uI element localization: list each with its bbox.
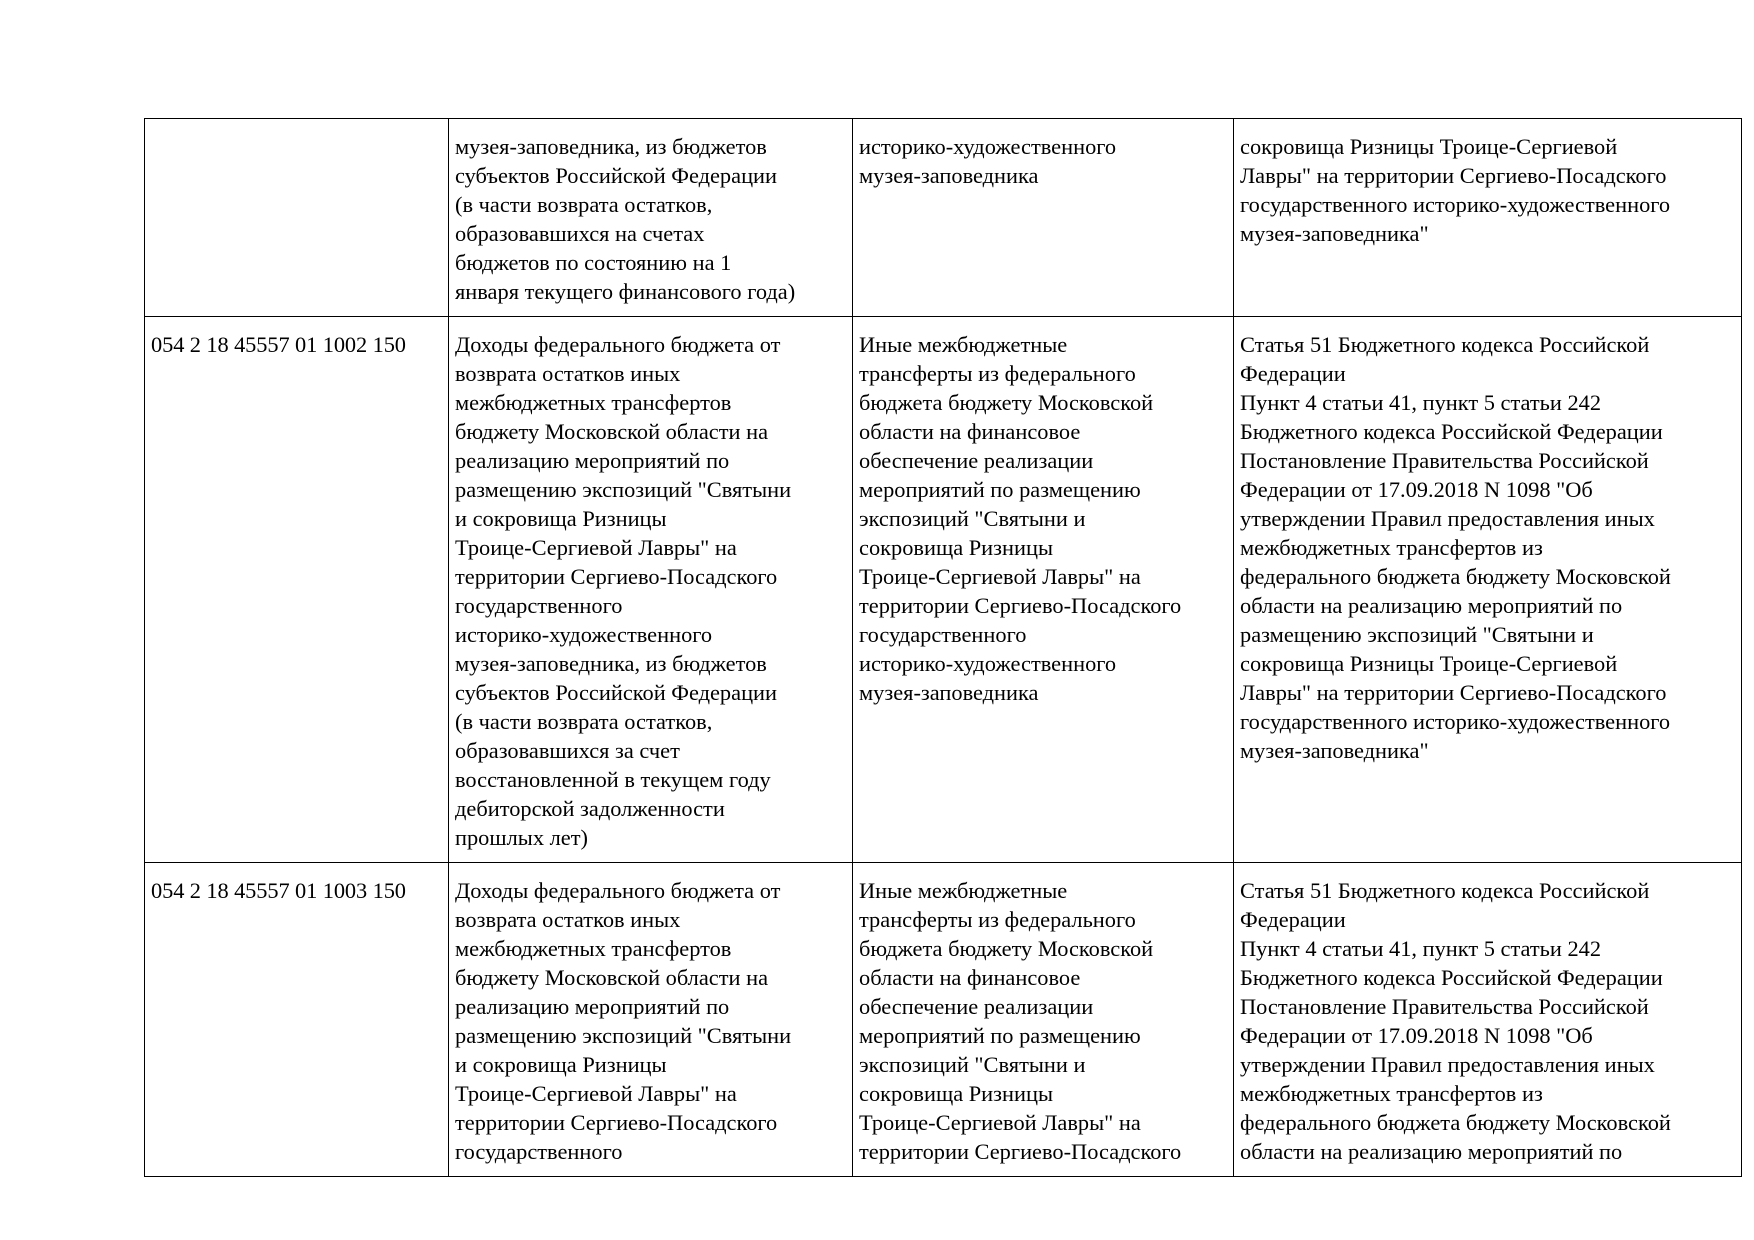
table-cell-legal-basis [1234,119,1742,317]
table-cell-revenue [449,119,853,317]
revenue-text: Доходы федерального бюджета от возврата остатков иных межбюджетных трансфертов бюджету Московской области на реализацию мероприятий по размещению экспозиций "Святыни и сокровища Ризницы Троице-Сергиевой Лавры" на территории Сергиево-Посадского государственного историко-художественного музея-заповедника, из бюджетов субъектов Российской Федерации (в части возврата остатков, образовавшихся за счет восстановленной в текущем году дебиторской задолженности прошлых лет) [455,332,792,850]
table-cell-legal-basis [1234,317,1742,863]
transfer-text: историко-художественного музея-заповедника [859,134,1117,188]
table-row [145,119,1742,317]
code-text: 054 2 18 45557 01 1002 150 [151,332,406,357]
legal-basis-text: Статья 51 Бюджетного кодекса Российской Федерации Пункт 4 статьи 41, пункт 5 статьи 242 Бюджетного кодекса Российской Федерации Постановление Правительства Российской Федерации от 17.09.2018 N 1098 "Об утверждении Правил предоставления иных межбюджетных трансфертов из федерального бюджета бюджету Московской области на реализацию мероприятий по [1240,878,1671,1164]
budget-classification-table [144,118,1742,1177]
legal-basis-text: сокровища Ризницы Троице-Сергиевой Лавры" на территории Сергиево-Посадского государственного историко-художественного музея-заповедника" [1240,134,1671,246]
table-cell-code [145,863,449,1177]
table-cell-revenue [449,863,853,1177]
table-row [145,863,1742,1177]
table-cell-revenue [449,317,853,863]
table-cell-transfer [853,119,1234,317]
legal-basis-text: Статья 51 Бюджетного кодекса Российской Федерации Пункт 4 статьи 41, пункт 5 статьи 242 Бюджетного кодекса Российской Федерации Постановление Правительства Российской Федерации от 17.09.2018 N 1098 "Об утверждении Правил предоставления иных межбюджетных трансфертов из федерального бюджета бюджету Московской области на реализацию мероприятий по размещению экспозиций "Святыни и сокровища Ризницы Троице-Сергиевой Лавры" на территории Сергиево-Посадского государственного историко-художественного музея-заповедника" [1240,332,1671,763]
revenue-text: музея-заповедника, из бюджетов субъектов Российской Федерации (в части возврата остатков, образовавшихся на счетах бюджетов по состоянию на 1 января текущего финансового года) [455,134,796,304]
table-cell-code [145,119,449,317]
transfer-text: Иные межбюджетные трансферты из федерального бюджета бюджету Московской области на финансовое обеспечение реализации мероприятий по размещению экспозиций "Святыни и сокровища Ризницы Троице-Сергиевой Лавры" на территории Сергиево-Посадского государственного историко-художественного музея-заповедника [859,332,1182,705]
table-cell-transfer [853,863,1234,1177]
table-row [145,317,1742,863]
code-text: 054 2 18 45557 01 1003 150 [151,878,406,903]
table-cell-transfer [853,317,1234,863]
table-cell-legal-basis [1234,863,1742,1177]
table-cell-code [145,317,449,863]
transfer-text: Иные межбюджетные трансферты из федерального бюджета бюджету Московской области на финансовое обеспечение реализации мероприятий по размещению экспозиций "Святыни и сокровища Ризницы Троице-Сергиевой Лавры" на территории Сергиево-Посадского [859,878,1182,1164]
revenue-text: Доходы федерального бюджета от возврата остатков иных межбюджетных трансфертов бюджету Московской области на реализацию мероприятий по размещению экспозиций "Святыни и сокровища Ризницы Троице-Сергиевой Лавры" на территории Сергиево-Посадского государственного [455,878,792,1164]
